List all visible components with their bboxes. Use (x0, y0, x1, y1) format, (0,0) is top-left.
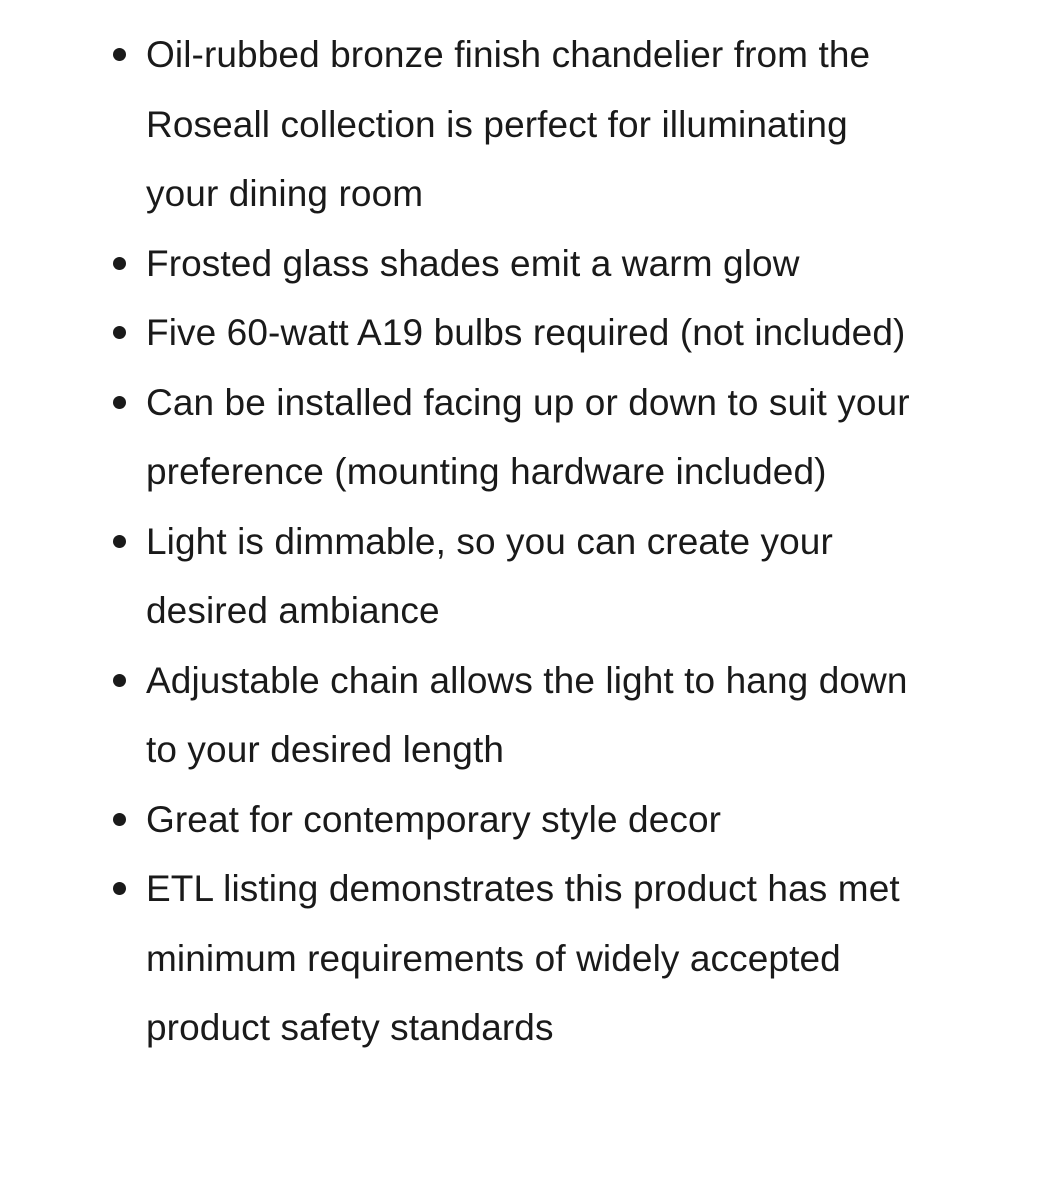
feature-text: Oil-rubbed bronze finish chandelier from the Roseall collection is perfect for illuminating your dining room (146, 34, 871, 214)
feature-item (0, 785, 1041, 855)
feature-item (0, 507, 1041, 646)
bullet-icon (113, 48, 126, 61)
bullet-icon (113, 257, 126, 270)
feature-item (0, 854, 1041, 1063)
feature-text: Light is dimmable, so you can create your desired ambiance (146, 520, 833, 631)
feature-text: Frosted glass shades emit a warm glow (146, 242, 800, 284)
feature-item (0, 646, 1041, 785)
feature-item (0, 20, 1041, 229)
feature-text: Can be installed facing up or down to suit your preference (mounting hardware included) (146, 381, 910, 492)
bullet-icon (113, 674, 126, 687)
bullet-icon (113, 396, 126, 409)
bullet-icon (113, 326, 126, 339)
feature-text: Great for contemporary style decor (146, 798, 722, 840)
bullet-icon (113, 535, 126, 548)
product-features-list (0, 20, 1041, 1063)
bullet-icon (113, 882, 126, 895)
feature-item (0, 298, 1041, 368)
feature-text: ETL listing demonstrates this product has met minimum requirements of widely accepted product safety standards (146, 868, 900, 1048)
feature-text: Five 60-watt A19 bulbs required (not included) (146, 312, 906, 353)
feature-item (0, 368, 1041, 507)
feature-text: Adjustable chain allows the light to hang down to your desired length (146, 659, 908, 770)
feature-item (0, 229, 1041, 299)
bullet-icon (113, 813, 126, 826)
